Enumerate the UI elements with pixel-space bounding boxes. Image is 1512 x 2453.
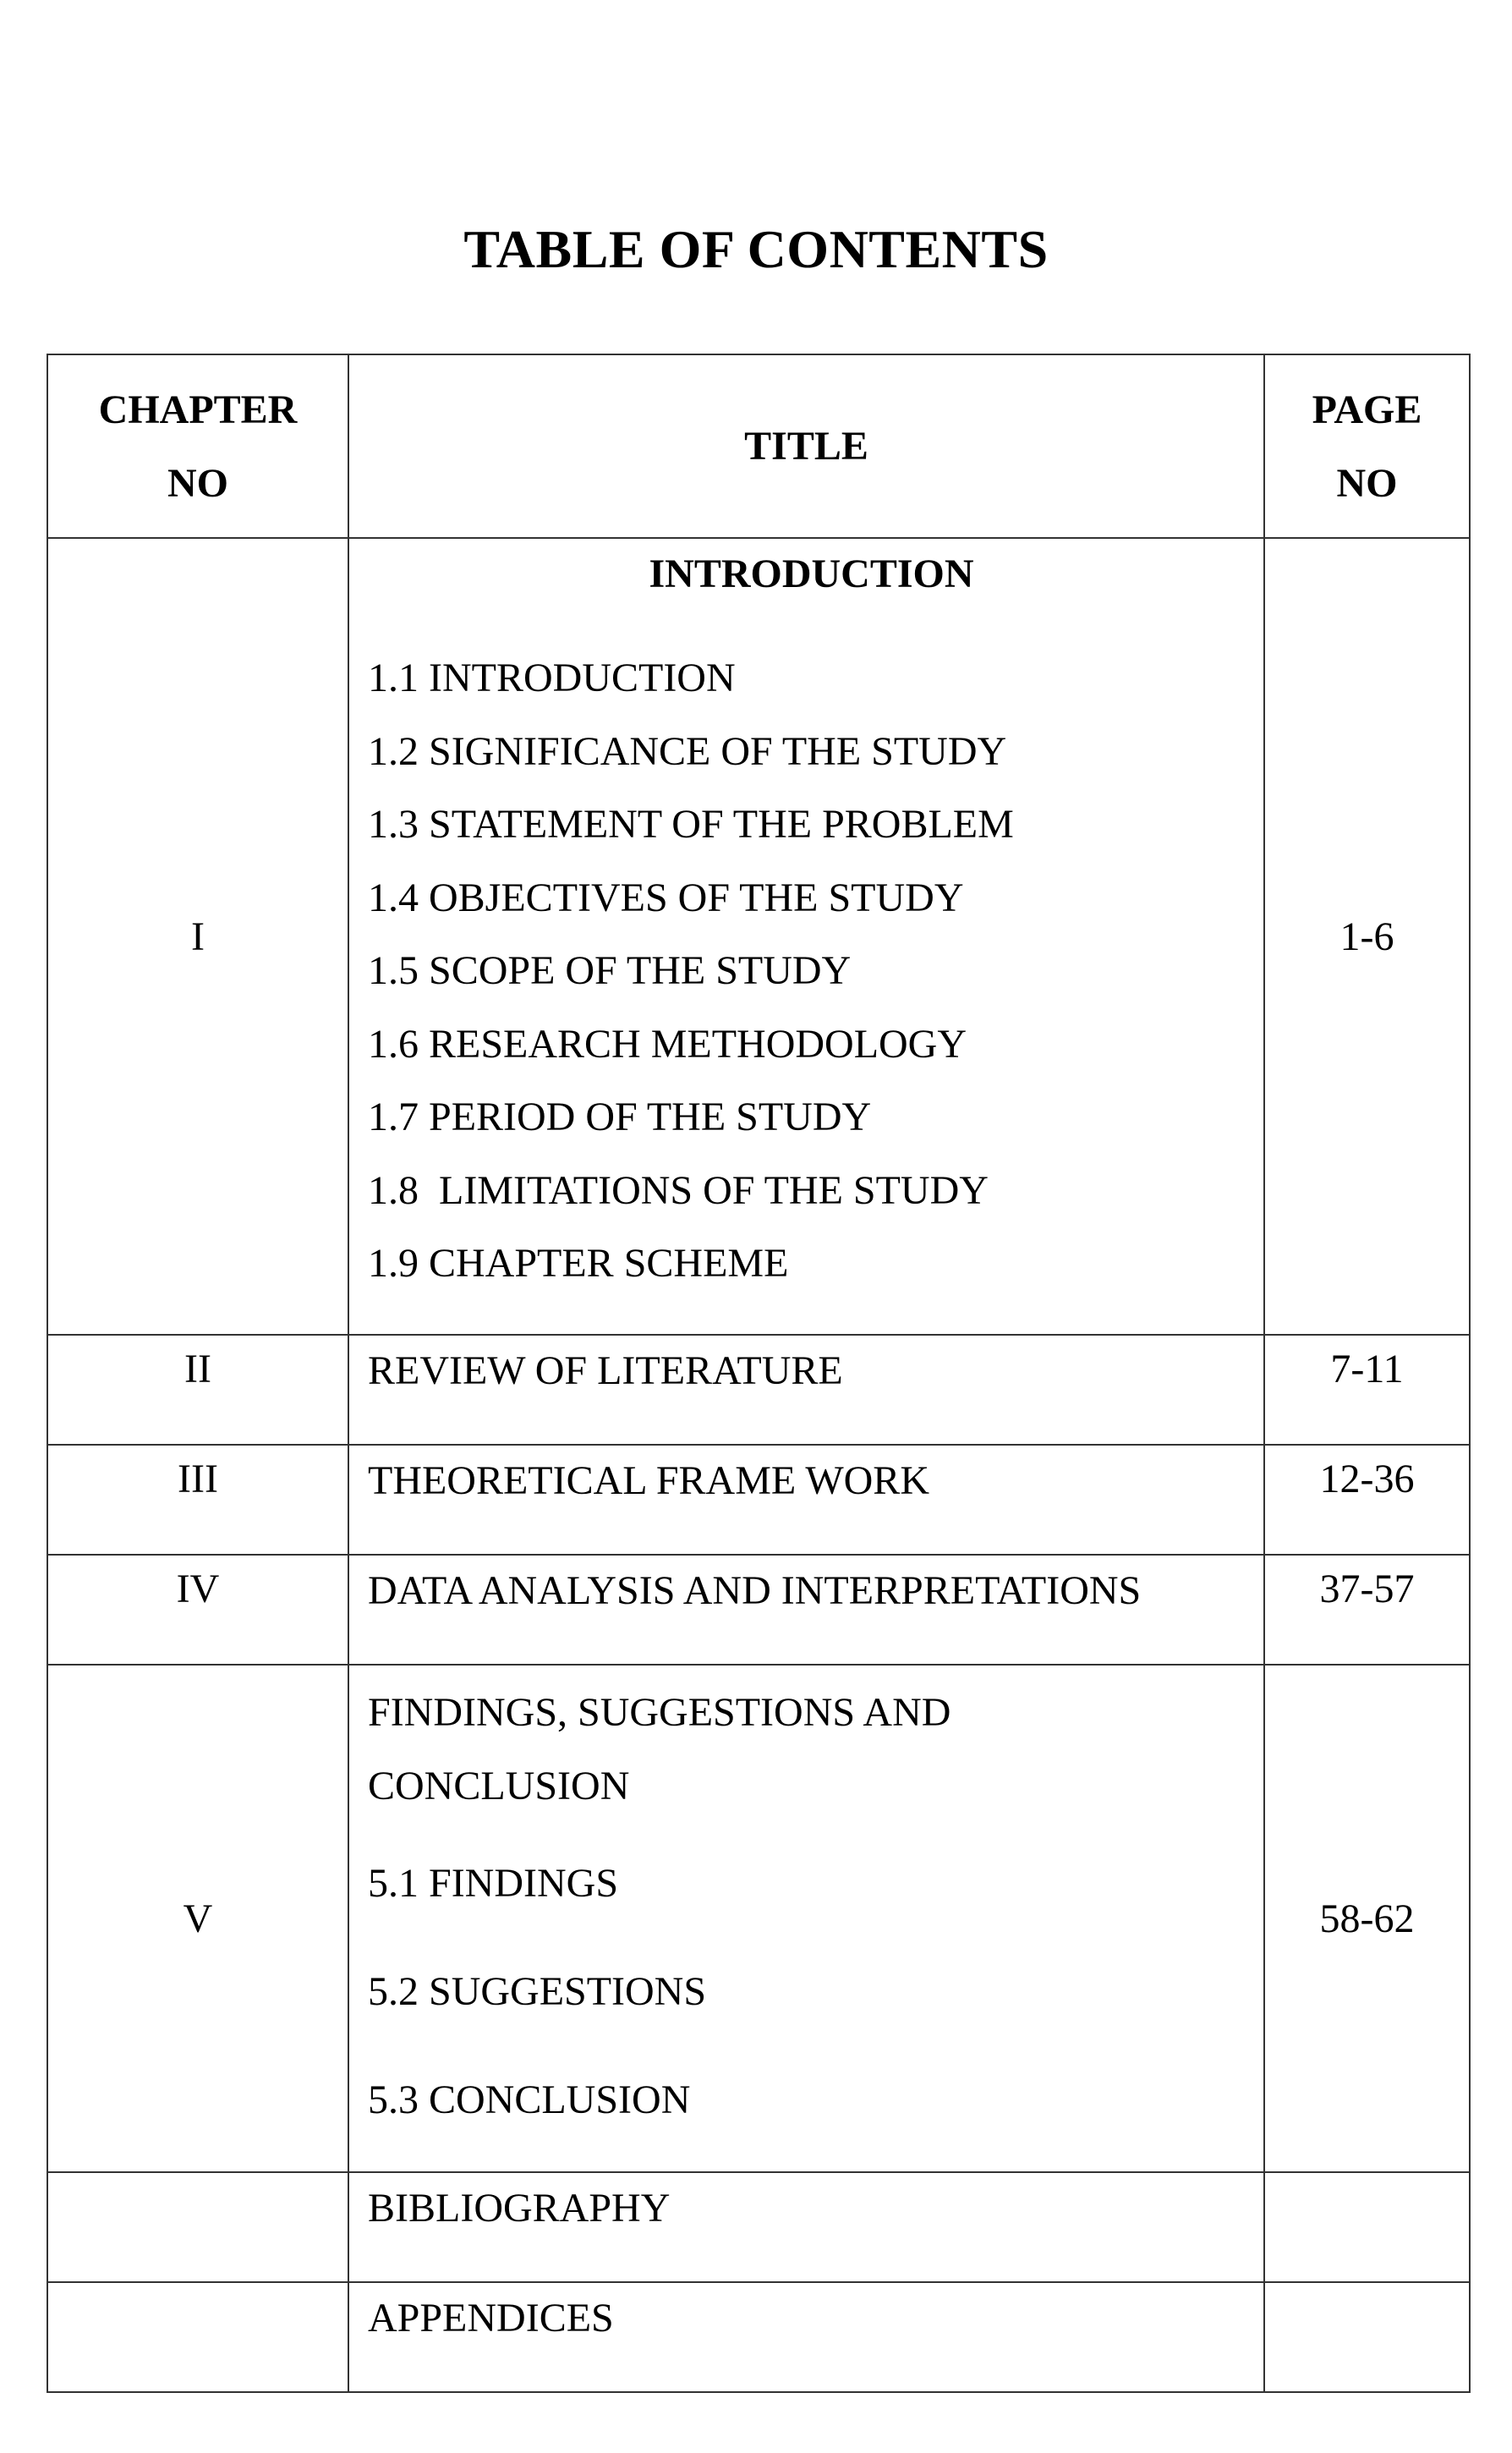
header-page-line2: NO	[1336, 460, 1398, 506]
chapter-title-cell	[348, 1665, 1264, 2172]
chapter-title: REVIEW OF LITERATURE	[368, 1348, 843, 1393]
chapter-title: DATA ANALYSIS AND INTERPRETATIONS	[368, 1568, 1142, 1613]
section-item: 1.5 SCOPE OF THE STUDY	[368, 948, 852, 993]
chapter-title-line1: FINDINGS, SUGGESTIONS AND	[368, 1690, 951, 1735]
chapter-title: BIBLIOGRAPHY	[368, 2186, 671, 2231]
chapter-title-cell	[348, 2172, 1264, 2282]
chapter-number	[47, 2282, 348, 2392]
header-page-line1: PAGE	[1312, 387, 1422, 432]
chapter-title: THEORETICAL FRAME WORK	[368, 1458, 929, 1503]
page-range: 58-62	[1264, 1665, 1470, 2172]
chapter-number	[47, 2172, 348, 2282]
page-range: 12-36	[1264, 1445, 1470, 1555]
chapter-title-cell	[348, 1445, 1264, 1555]
chapter-number: V	[47, 1665, 348, 2172]
toc-table	[47, 354, 1471, 2393]
header-chapter-line2: NO	[167, 460, 228, 506]
section-item: 1.9 CHAPTER SCHEME	[368, 1241, 789, 1286]
section-item: 1.4 OBJECTIVES OF THE STUDY	[368, 875, 964, 920]
chapter-title-cell	[348, 2282, 1264, 2392]
page-range	[1264, 2172, 1470, 2282]
section-item: 1.1 INTRODUCTION	[368, 656, 736, 700]
table-row-appendices	[47, 2282, 1470, 2392]
table-row-chapter-5	[47, 1665, 1470, 2172]
section-item: 5.3 CONCLUSION	[368, 2077, 691, 2122]
chapter-title	[368, 1676, 1255, 1823]
table-header-row	[47, 354, 1470, 538]
section-item: 1.7 PERIOD OF THE STUDY	[368, 1095, 872, 1139]
section-item: 5.2 SUGGESTIONS	[368, 1969, 707, 2014]
section-item: 1.2 SIGNIFICANCE OF THE STUDY	[368, 728, 1007, 774]
header-page-no	[1264, 354, 1470, 538]
section-item: 1.6 RESEARCH METHODOLOGY	[368, 1021, 967, 1067]
table-row-chapter-1	[47, 538, 1470, 1335]
page-range: 37-57	[1264, 1555, 1470, 1665]
chapter-title: APPENDICES	[368, 2296, 614, 2341]
table-row-chapter-3	[47, 1445, 1470, 1555]
chapter-title-cell	[348, 1335, 1264, 1445]
table-row-chapter-2	[47, 1335, 1470, 1445]
section-item: 1.3 STATEMENT OF THE PROBLEM	[368, 802, 1014, 847]
chapter-number: II	[47, 1335, 348, 1445]
chapter-number: I	[47, 538, 348, 1335]
page-range: 7-11	[1264, 1335, 1470, 1445]
page-range	[1264, 2282, 1470, 2392]
section-list	[368, 642, 1255, 1301]
chapter-title-line2: CONCLUSION	[368, 1764, 630, 1808]
section-item: 5.1 FINDINGS	[368, 1861, 619, 1906]
page-title: TABLE OF CONTENTS	[463, 219, 1049, 279]
page-range: 1-6	[1264, 538, 1470, 1335]
table-row-bibliography	[47, 2172, 1470, 2282]
header-title	[348, 354, 1264, 538]
chapter-title-cell	[348, 538, 1264, 1335]
chapter-number: IV	[47, 1555, 348, 1665]
header-title-text: TITLE	[744, 424, 868, 469]
chapter-heading: INTRODUCTION	[649, 552, 974, 596]
chapter-number: III	[47, 1445, 348, 1555]
table-row-chapter-4	[47, 1555, 1470, 1665]
section-item: 1.8 LIMITATIONS OF THE STUDY	[368, 1167, 989, 1213]
header-chapter-no	[47, 354, 348, 538]
chapter-title-cell	[348, 1555, 1264, 1665]
header-chapter-line1: CHAPTER	[98, 387, 298, 432]
